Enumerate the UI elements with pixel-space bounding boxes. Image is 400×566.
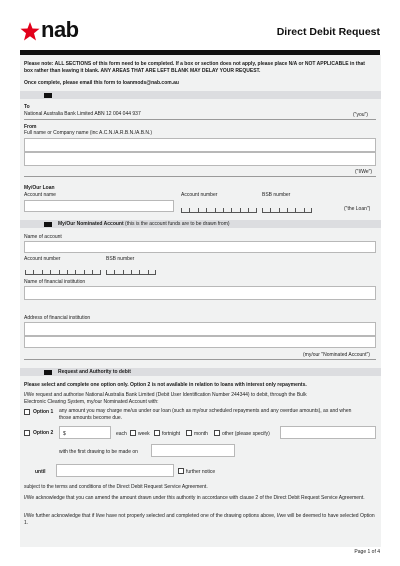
option-instruction: Please select and complete one option only. Option 2 is not available in relation to loans with interest only repayments. <box>24 382 307 388</box>
fortnight-checkbox[interactable] <box>154 430 160 436</box>
to-label: To <box>24 104 30 110</box>
option1-text: any amount you may charge me/us under our loan (such as my/our scheduled repayments and any overdue amounts), as and when those amounts become due. <box>59 408 352 421</box>
terms-text: subject to the terms and conditions of the Direct Debit Request Service Agreement. <box>24 484 208 490</box>
section-marker <box>44 93 52 98</box>
instructions-note: Please note: ALL SECTIONS of this form need to be completed. If a box or section does not apply, please place N/A or NOT APPLICABLE in that box rather than leaving it blank. ANY AREAS THAT ARE LEFT BLANK MAY DELAY YOUR REQUEST. <box>24 61 365 74</box>
acknowledgement-1: I/We acknowledge that you can amend the amount drawn under this authority in accordance with clause 2 of the Direct Debit Request Service Agreement. <box>24 495 365 501</box>
address-underline <box>24 359 376 360</box>
name-of-account-field[interactable] <box>24 241 376 253</box>
fortnight-label: fortnight <box>162 431 181 437</box>
iwe-note: ("I/We") <box>355 169 373 175</box>
loan-bsb-input[interactable] <box>262 203 312 213</box>
page-number: Page 1 of 4 <box>354 549 380 555</box>
institution-field[interactable] <box>24 286 376 300</box>
address-field-2[interactable] <box>24 336 376 348</box>
nominated-bsb-input[interactable] <box>106 265 156 275</box>
nab-star-logo-icon <box>20 22 40 42</box>
option1-checkbox[interactable] <box>24 409 30 415</box>
further-notice-label: further notice <box>186 469 216 475</box>
until-label: until <box>35 469 46 475</box>
section-bar-nominated <box>20 220 381 228</box>
loan-account-name-field[interactable] <box>24 200 174 212</box>
full-name-field-2[interactable] <box>24 152 376 166</box>
each-label: each <box>116 431 127 437</box>
first-drawing-date-field[interactable] <box>151 444 235 457</box>
first-drawing-label: with the first drawing to be made on <box>59 449 138 455</box>
option2-amount-field[interactable] <box>59 426 111 439</box>
acknowledgement-2: I/We further acknowledge that if I/we have not properly selected and completed one of the drawing options above, I/we will be deemed to have selected Option 1. <box>24 513 375 526</box>
option1-label: Option 1 <box>33 409 54 415</box>
nominated-account-number-label: Account number <box>24 256 61 262</box>
name-of-account-label: Name of account <box>24 234 62 240</box>
month-checkbox[interactable] <box>186 430 192 436</box>
section-marker <box>44 222 52 227</box>
week-checkbox[interactable] <box>130 430 136 436</box>
to-underline <box>24 119 376 120</box>
loan-account-name-label: Account name <box>24 192 56 198</box>
section-bar-authority <box>20 368 381 376</box>
you-note: ("you") <box>353 112 368 118</box>
other-specify-field[interactable] <box>280 426 376 439</box>
week-label: week <box>138 431 150 437</box>
address-field-1[interactable] <box>24 322 376 336</box>
address-label: Address of financial institution <box>24 315 91 321</box>
loan-account-number-input[interactable] <box>181 203 257 213</box>
other-label: other (please specify) <box>222 431 270 437</box>
nominated-bsb-label: BSB number <box>106 256 135 262</box>
until-date-field[interactable] <box>56 464 174 477</box>
the-loan-note: ("the Loan") <box>344 206 371 212</box>
nominated-section-title: My/Our Nominated Account (this is the account funds are to be drawn from) <box>58 221 230 227</box>
nominated-account-number-input[interactable] <box>25 265 101 275</box>
full-name-field-1[interactable] <box>24 138 376 152</box>
from-underline <box>24 176 376 177</box>
loan-bsb-label: BSB number <box>262 192 291 198</box>
authority-section-title: Request and Authority to debit <box>58 369 131 375</box>
section-bar-parties <box>20 91 381 99</box>
currency-symbol: $ <box>63 431 66 437</box>
month-label: month <box>194 431 208 437</box>
email-instruction: Once complete, please email this form to loanmods@nab.com.au <box>24 80 179 86</box>
from-sublabel: Full name or Company name (inc A.C.N./A.R.B.N./A.B.N.) <box>24 130 153 136</box>
brand-name: nab <box>41 17 79 42</box>
loan-label: My/Our Loan <box>24 185 55 191</box>
nominated-account-note: (my/our "Nominated Account") <box>303 352 370 358</box>
option2-label: Option 2 <box>33 430 54 436</box>
from-label: From <box>24 124 37 130</box>
to-recipient: National Australia Bank Limited ABN 12 004 044 937 <box>24 111 141 117</box>
option2-checkbox[interactable] <box>24 430 30 436</box>
further-notice-checkbox[interactable] <box>178 468 184 474</box>
section-marker <box>44 370 52 375</box>
institution-label: Name of financial institution <box>24 279 86 285</box>
other-checkbox[interactable] <box>214 430 220 436</box>
loan-account-number-label: Account number <box>181 192 218 198</box>
request-text: I/We request and authorise National Australia Bank Limited (Debit User Identification Number 244344) to debit, through the Bulk Electronic Clearing System, my/our Nominated Account with: <box>24 392 307 405</box>
form-title: Direct Debit Request <box>276 26 380 38</box>
